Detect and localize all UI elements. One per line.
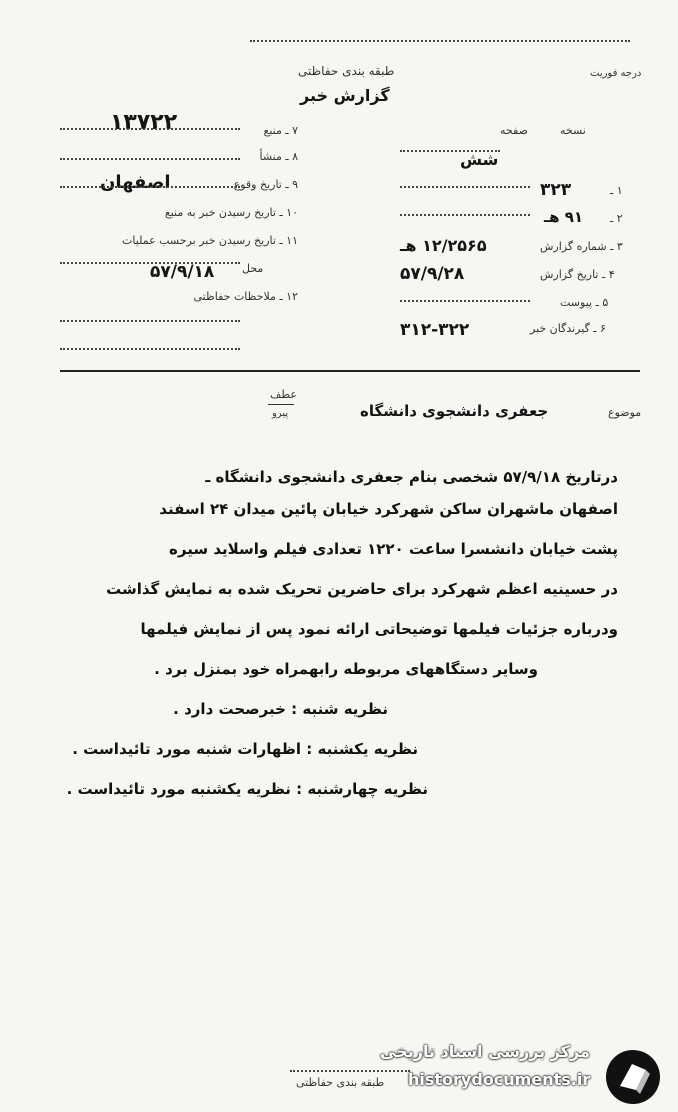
field-value-event-date: اصفهان bbox=[100, 172, 171, 193]
section-divider bbox=[60, 370, 640, 372]
field-label-copy-count: نسخه bbox=[560, 124, 586, 137]
classification-top: طبقه بندی حفاظتی bbox=[298, 64, 395, 78]
field-label-event-date: ۹ ـ تاریخ وقوع bbox=[233, 178, 298, 191]
field-value-recipients: ۳۱۲-۳۲۲ bbox=[400, 320, 470, 340]
body-line-7: نظریه شنبه : خبرصحت دارد . bbox=[173, 700, 388, 718]
classification-bottom: طبقه بندی حفاظتی bbox=[296, 1076, 385, 1089]
field-label-report-number: ۳ ـ شماره گزارش bbox=[540, 240, 623, 253]
field-value-report-number: ۱۲/۲۵۶۵ هـ bbox=[400, 236, 487, 255]
field-value-1: ۳۲۳ bbox=[540, 180, 572, 200]
field-label-attachment: ۵ ـ پیوست bbox=[560, 296, 609, 309]
field-label-report-date: ۴ ـ تاریخ گزارش bbox=[540, 268, 615, 281]
field-value-2: ۹۱ هـ bbox=[544, 208, 584, 226]
dotted-line bbox=[400, 214, 530, 216]
field-value-source: ۱۳۷۲۲ bbox=[110, 110, 178, 135]
watermark-logo bbox=[606, 1050, 660, 1104]
dotted-line bbox=[60, 128, 240, 130]
field-label-origin: ۸ ـ منشأ bbox=[259, 150, 298, 163]
field-label-security-notes: ۱۲ ـ ملاحظات حفاظتی bbox=[193, 290, 298, 303]
field-label-page: صفحه bbox=[500, 124, 528, 137]
field-label-2: ۲ ـ bbox=[610, 212, 623, 225]
field-label-recipients: ۶ ـ گیرندگان خبر bbox=[530, 322, 606, 335]
body-line-5: ودرباره جزئیات فیلمها توضیحاتی ارائه نمود پس از نمایش فیلمها bbox=[140, 620, 618, 638]
watermark-name: مرکز بررسی اسناد تاریخی bbox=[380, 1042, 590, 1061]
top-dotted-rule bbox=[250, 40, 630, 42]
dotted-line bbox=[60, 348, 240, 350]
dotted-line bbox=[60, 262, 240, 264]
ref-divider bbox=[268, 404, 294, 405]
ref-atf-label: عطف bbox=[270, 388, 297, 401]
book-scroll-icon bbox=[606, 1050, 660, 1104]
body-line-1: درتاریخ ۵۷/۹/۱۸ شخصی بنام جعفری دانشجوی دانشگاه ـ bbox=[205, 468, 618, 486]
body-line-4: در حسینیه اعظم شهرکرد برای حاضرین تحریک شده به نمایش گذاشت bbox=[106, 580, 618, 598]
body-line-8: نظریه یکشنبه : اظهارات شنبه مورد تائیداست . bbox=[72, 740, 418, 758]
body-line-6: وسایر دستگاههای مربوطه رابهمراه خود بمنزل برد . bbox=[154, 660, 538, 678]
field-label-location: محل bbox=[242, 262, 264, 275]
priority-label: درجه فوریت bbox=[590, 68, 642, 79]
dotted-line bbox=[400, 150, 500, 152]
footer-dotted-rule bbox=[290, 1070, 410, 1072]
field-label-1: ۱ ـ bbox=[610, 184, 623, 197]
ref-peyro-label: پیرو bbox=[272, 408, 289, 419]
watermark-url: historydocuments.ir bbox=[408, 1070, 591, 1089]
subject-value: جعفری دانشجوی دانشگاه bbox=[360, 402, 549, 420]
dotted-line bbox=[60, 186, 240, 188]
dotted-line bbox=[400, 186, 530, 188]
field-label-received-ops: ۱۱ ـ تاریخ رسیدن خبر برحسب عملیات bbox=[122, 234, 298, 247]
body-line-9: نظریه چهارشنبه : نظریه یکشنبه مورد تائیداست . bbox=[66, 780, 428, 798]
field-label-source: ۷ ـ منبع bbox=[263, 124, 298, 137]
body-line-3: پشت خیابان دانشسرا ساعت ۱۲۲۰ تعدادی فیلم واسلاید سیره bbox=[169, 540, 618, 558]
dotted-line bbox=[400, 300, 530, 302]
field-value-date: ۵۷/۹/۱۸ bbox=[150, 262, 215, 282]
field-label-received-source: ۱۰ ـ تاریخ رسیدن خبر به منبع bbox=[164, 206, 298, 219]
report-title: گزارش خبر bbox=[300, 86, 390, 105]
dotted-line bbox=[60, 320, 240, 322]
subject-label: موضوع bbox=[608, 406, 642, 419]
dotted-line bbox=[60, 158, 240, 160]
body-line-2: اصفهان ماشهران ساکن شهرکرد خیابان پائین میدان ۲۴ اسفند bbox=[159, 500, 618, 518]
field-value-copy-count: شش bbox=[460, 150, 499, 169]
field-value-report-date: ۵۷/۹/۲۸ bbox=[400, 264, 465, 284]
